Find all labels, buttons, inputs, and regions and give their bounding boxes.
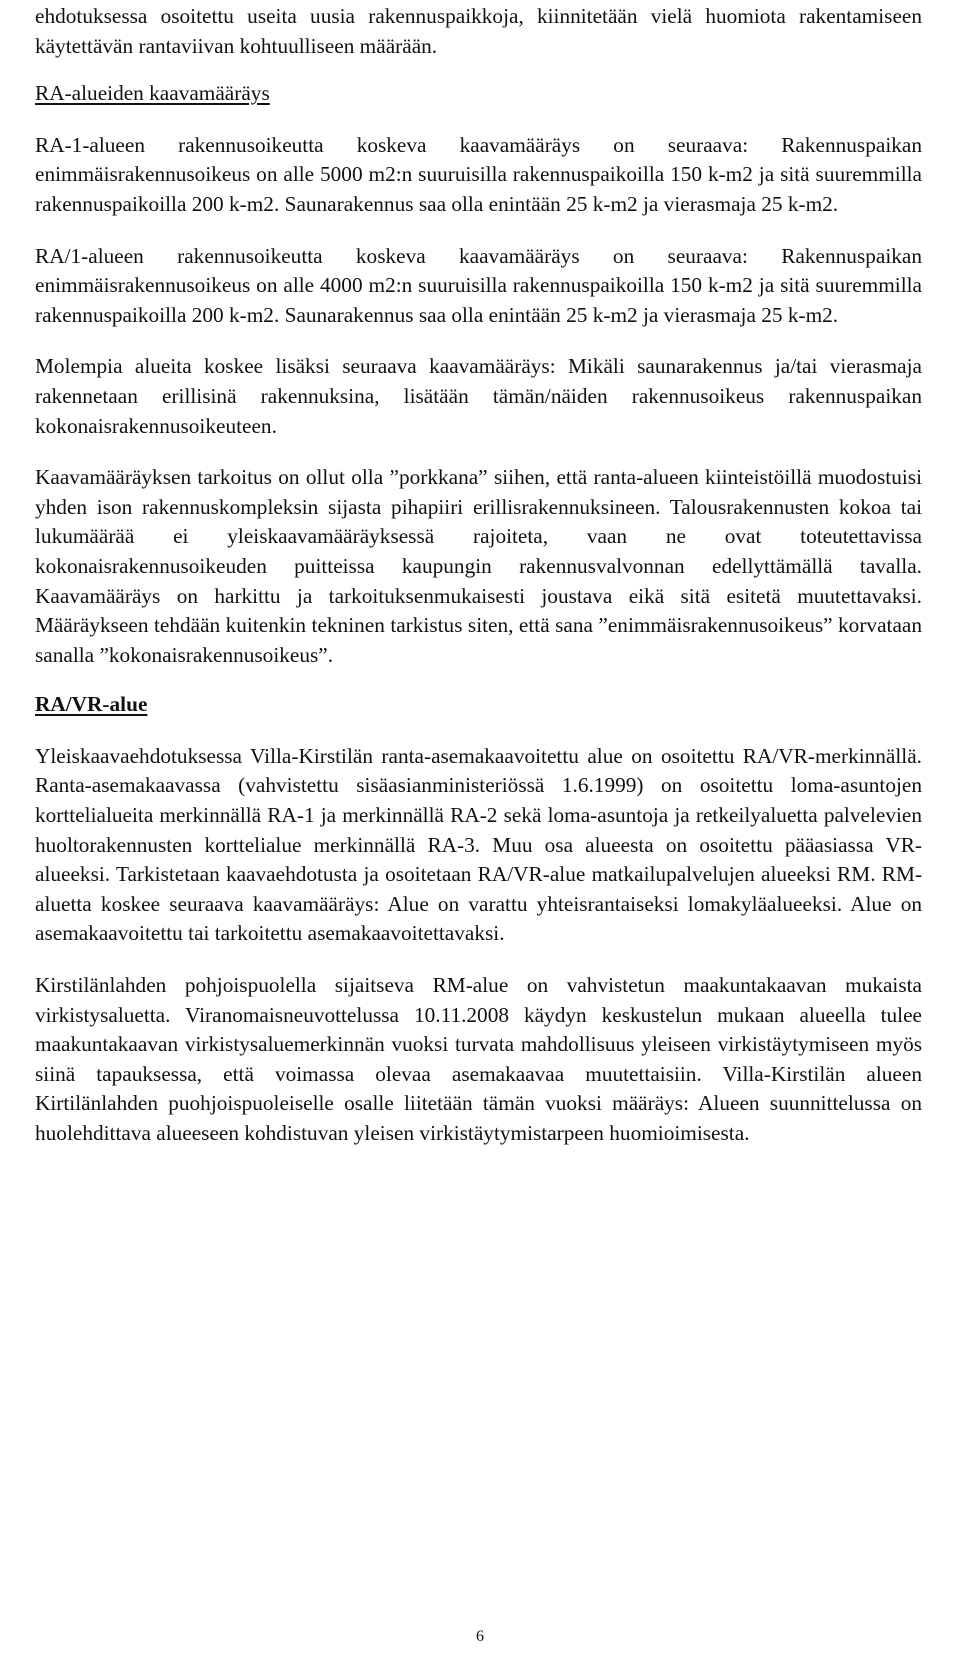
paragraph-ra-slash-1: RA/1-alueen rakennusoikeutta koskeva kaavamääräys on seuraava: Rakennuspaikan enimmäisrakennusoikeus on alle 4000 m2:n suuruisilla rakennuspaikoilla 150 k-m2 ja sitä suuremmilla rakennuspaikoilla 200 k-m2. Saunarakennus saa olla enintään 25 k-m2 ja vierasmaja 25 k-m2. (35, 243, 922, 327)
page-number: 6 (476, 1628, 484, 1645)
paragraph-kirstilanlahti: Kirstilänlahden pohjoispuolella sijaitseva RM-alue on vahvistetun maakuntakaavan mukaista virkistysaluetta. Viranomaisneuvottelussa 10.11.2008 käydyn keskustelun mukaan alueella tulee maakuntakaavan virkistysaluemerkinnän vuoksi turvata mahdollisuus yleiseen virkistäytymiseen myös siinä tapauksessa, että voimassa olevaa asemakaavaa muutettaisiin. Villa-Kirstilän alueen Kirtilänlahden puohjoispuoleiselle osalle liitetään tämän vuoksi määräys: Alueen suunnittelussa on huolehdittava alueeseen kohdistuvan yleisen virkistäytymistarpeen huomioimisesta. (35, 973, 922, 1145)
paragraph-ra-vr: Yleiskaavaehdotuksessa Villa-Kirstilän ranta-asemakaavoitettu alue on osoitettu RA/VR-merkinnällä. Ranta-asemakaavassa (vahvistettu sisäasianministeriössä 1.6.1999) on osoitettu loma-asuntojen korttelialueita merkinnällä RA-1 ja merkinnällä RA-2 sekä loma-asuntoja ja retkeilyaluetta palvelevien huoltorakennusten korttelialue merkinnällä RA-3. Muu osa alueesta on osoitettu pääasiassa VR-alueeksi. Tarkistetaan kaavaehdotusta ja osoitetaan RA/VR-alue matkailupalvelujen alueeksi RM. RM-aluetta koskee seuraava kaavamääräys: Alue on varattu yhteisrantaiseksi lomakyläalueeksi. Alue on asemakaavoitettu tai tarkoitettu asemakaavoitettavaksi. (35, 743, 922, 946)
heading-ra-vr-area: RA/VR-alue (35, 692, 148, 717)
intro-paragraph: ehdotuksessa osoitettu useita uusia rakennuspaikkoja, kiinnitetään vielä huomiota rakentamiseen käytettävän rantaviivan kohtuulliseen määrään. (35, 4, 922, 58)
text-column (35, 0, 922, 1149)
paragraph-purpose: Kaavamääräyksen tarkoitus on ollut olla ”porkkana” siihen, että ranta-alueen kiinteistöillä muodostuisi yhden ison rakennuskompleksin sijasta pihapiiri erillisrakennuksineen. Talousrakennusten kokoa tai lukumäärää ei yleiskaavamääräyksessä rajoiteta, vaan ne ovat toteutettavissa kokonaisrakennusoikeuden puitteissa kaupungin rakennusvalvonnan edellyttämällä tavalla. Kaavamääräys on harkittu ja tarkoituksenmukaisesti joustava eikä sitä esitetä muutettavaksi. Määräykseen tehdään kuitenkin tekninen tarkistus siten, että sana ”enimmäisrakennusoikeus” korvataan sanalla ”kokonaisrakennusoikeus”. (35, 465, 922, 667)
heading-ra-areas: RA-alueiden kaavamääräys (35, 81, 270, 106)
paragraph-ra-1: RA-1-alueen rakennusoikeutta koskeva kaavamääräys on seuraava: Rakennuspaikan enimmäisrakennusoikeus on alle 5000 m2:n suuruisilla rakennuspaikoilla 150 k-m2 ja sitä suuremmilla rakennuspaikoilla 200 k-m2. Saunarakennus saa olla enintään 25 k-m2 ja vierasmaja 25 k-m2. (35, 132, 922, 216)
paragraph-both-areas: Molempia alueita koskee lisäksi seuraava kaavamääräys: Mikäli saunarakennus ja/tai vierasmaja rakennetaan erillisinä rakennuksina, lisätään tämän/näiden rakennusoikeus rakennuspaikan kokonaisrakennusoikeuteen. (35, 354, 922, 438)
